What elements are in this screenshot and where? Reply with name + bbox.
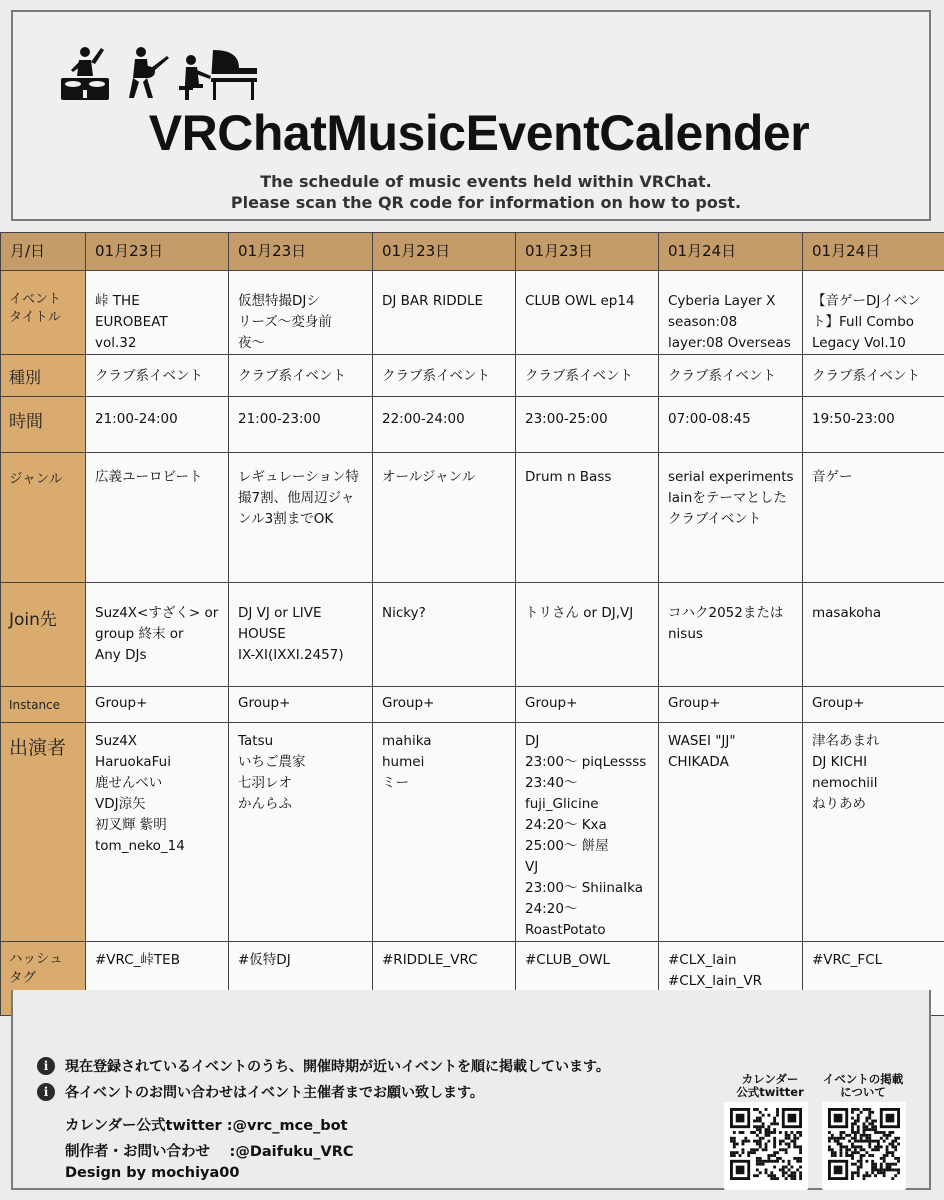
time-cell: 21:00-24:00	[86, 397, 229, 453]
genre-cell	[86, 453, 229, 583]
join-cell-line: トリさん or DJ,VJ	[525, 605, 634, 621]
join-cell-line: masakoha	[812, 605, 882, 621]
twitter-credit: カレンダー公式twitter :@vrc_mce_bot	[65, 1118, 348, 1134]
qr-code-icon	[730, 1108, 802, 1180]
instance-row	[1, 687, 944, 723]
genre-cell-line: lainをテーマとした	[668, 490, 787, 506]
time-cell: 19:50-23:00	[803, 397, 944, 453]
genre-cell-line: Drum n Bass	[525, 469, 612, 485]
performers-cell-line: nemochiil	[812, 775, 878, 791]
performers-cell-line: 津名あまれ	[812, 733, 880, 749]
performers-cell-line: 25:00〜 餅屋	[525, 838, 609, 854]
performers-cell-line: 23:00〜 ShiinaIka	[525, 880, 643, 896]
instance-cell: Group+	[803, 687, 944, 723]
instance-cell: Group+	[516, 687, 659, 723]
join-cell	[516, 583, 659, 687]
title-cell-line: 夜〜	[238, 335, 265, 351]
performers-cell-line: ねりあめ	[812, 796, 866, 812]
note-1-text: 現在登録されているイベントのうち、開催時期が近いイベントを順に掲載しています。	[65, 1059, 610, 1075]
performers-cell-line: Tatsu	[238, 733, 274, 749]
title-cell	[229, 271, 373, 355]
join-cell-line: IX-XI(IXXI.2457)	[238, 647, 344, 663]
performers-cell-line: DJ KICHI	[812, 754, 868, 770]
join-cell	[659, 583, 803, 687]
performers-cell	[86, 723, 229, 942]
date-header: 01月24日	[659, 233, 803, 271]
title-cell-line: 峠 THE	[95, 293, 140, 309]
join-cell-line: Any DJs	[95, 647, 147, 663]
join-cell	[803, 583, 944, 687]
time-row-label: 時間	[1, 397, 86, 453]
title-cell	[373, 271, 516, 355]
time-cell: 23:00-25:00	[516, 397, 659, 453]
type-cell: クラブ系イベント	[373, 355, 516, 397]
instance-cell: Group+	[229, 687, 373, 723]
title-cell-line: Cyberia Layer X	[668, 293, 776, 309]
page-title: VRChatMusicEventCalender	[148, 105, 810, 161]
date-header: 01月23日	[373, 233, 516, 271]
hashtag-cell-line: #VRC_峠TEB	[95, 952, 180, 968]
genre-cell	[803, 453, 944, 583]
performers-cell-line: DJ	[525, 733, 540, 749]
title-cell-line: layer:08 Overseas	[668, 335, 791, 351]
join-cell	[373, 583, 516, 687]
genre-cell-line: serial experiments	[668, 469, 794, 485]
hashtag-cell-line: #CLUB_OWL	[525, 952, 610, 968]
performers-cell-line: VDJ涼矢	[95, 796, 146, 812]
performers-cell-line: 24:20〜 Kxa	[525, 817, 607, 833]
performers-cell-line: いちご農家	[238, 754, 306, 770]
title-cell-line: ト】Full Combo	[812, 314, 915, 330]
performers-cell	[373, 723, 516, 942]
genre-cell-line: ンル3割までOK	[238, 511, 334, 527]
title-cell	[803, 271, 944, 355]
dj-turntable-icon	[61, 47, 109, 100]
performers-cell-line: mahika	[382, 733, 432, 749]
join-cell	[229, 583, 373, 687]
title-cell	[86, 271, 229, 355]
genre-cell	[373, 453, 516, 583]
performers-cell-line: HaruokaFui	[95, 754, 171, 770]
type-cell: クラブ系イベント	[803, 355, 944, 397]
music-icons	[61, 42, 261, 106]
qr-code-twitter[interactable]	[724, 1102, 808, 1190]
performers-cell-line: CHIKADA	[668, 754, 729, 770]
title-cell	[659, 271, 803, 355]
qr-code-icon	[828, 1108, 900, 1180]
title-cell-line: DJ BAR RIDDLE	[382, 293, 484, 309]
type-cell: クラブ系イベント	[659, 355, 803, 397]
join-cell-line: DJ VJ or LIVE	[238, 605, 322, 621]
type-cell: クラブ系イベント	[229, 355, 373, 397]
title-row	[1, 271, 944, 355]
genre-row	[1, 453, 944, 583]
performers-cell-line: tom_neko_14	[95, 838, 185, 854]
hashtag-cell-line: #RIDDLE_VRC	[382, 952, 478, 968]
join-cell-line: nisus	[668, 626, 703, 642]
design-credit: Design by mochiya00	[65, 1165, 240, 1181]
performers-cell-line: 23:00〜 piqLessss	[525, 754, 647, 770]
performers-cell	[229, 723, 373, 942]
performers-cell-line: ミー	[382, 775, 409, 791]
date-header: 01月24日	[803, 233, 944, 271]
qr1-label: カレンダー 公式twitter	[736, 1072, 804, 1099]
performers-cell-line: 23:40〜 fuji_Glicine	[525, 775, 599, 812]
join-cell-line: Nicky?	[382, 605, 426, 621]
performers-cell-line: RoastPotato	[525, 922, 606, 938]
pianist-icon	[179, 50, 257, 100]
instance-cell: Group+	[86, 687, 229, 723]
title-cell	[516, 271, 659, 355]
genre-cell-line: レギュレーション特	[238, 469, 359, 485]
genre-cell	[659, 453, 803, 583]
genre-cell-line: オールジャンル	[382, 469, 476, 485]
header-panel	[11, 10, 931, 221]
instance-cell: Group+	[659, 687, 803, 723]
performers-cell-line: Suz4X	[95, 733, 138, 749]
subtitle-line-1: The schedule of music events held within VRChat.	[260, 172, 712, 191]
title-row-label: イベント タイトル	[1, 271, 86, 355]
date-header: 01月23日	[229, 233, 373, 271]
time-cell: 22:00-24:00	[373, 397, 516, 453]
performers-cell	[659, 723, 803, 942]
genre-cell	[229, 453, 373, 583]
type-row-label: 種別	[1, 355, 86, 397]
guitarist-icon	[129, 47, 169, 98]
genre-row-label: ジャンル	[1, 453, 86, 583]
title-cell-line: season:08	[668, 314, 738, 330]
time-row	[1, 397, 944, 453]
type-cell: クラブ系イベント	[86, 355, 229, 397]
hashtag-cell-line: #CLX_lain	[668, 952, 737, 968]
performers-cell-line: VJ	[525, 859, 539, 875]
title-cell-line: 仮想特撮DJシ	[238, 293, 320, 309]
performers-cell-line: 七羽レオ	[238, 775, 292, 791]
genre-cell-line: 音ゲー	[812, 469, 853, 485]
title-cell-line: リーズ〜変身前	[238, 314, 332, 330]
performers-cell-line: humei	[382, 754, 425, 770]
note-2-text: 各イベントのお問い合わせはイベント主催者までお願い致します。	[65, 1085, 484, 1101]
title-cell-line: 【音ゲーDJイベン	[812, 293, 921, 309]
genre-cell-line: 広義ユーロビート	[95, 469, 203, 485]
genre-cell	[516, 453, 659, 583]
type-row	[1, 355, 944, 397]
time-cell: 21:00-23:00	[229, 397, 373, 453]
instance-cell: Group+	[373, 687, 516, 723]
hashtag-cell-line: #CLX_lain_VR	[668, 973, 762, 989]
qr2-label: イベントの掲載 について	[822, 1072, 904, 1099]
title-cell-line: EUROBEAT	[95, 314, 168, 330]
info-icon: i	[37, 1057, 55, 1075]
join-cell-line: HOUSE	[238, 626, 286, 642]
date-header: 01月23日	[86, 233, 229, 271]
hashtag-cell-line: #仮特DJ	[238, 952, 291, 968]
title-cell-line: CLUB OWL ep14	[525, 293, 635, 309]
time-cell: 07:00-08:45	[659, 397, 803, 453]
performers-row	[1, 723, 944, 942]
hashtag-cell-line: #VRC_FCL	[812, 952, 883, 968]
genre-cell-line: 撮7割、他周辺ジャ	[238, 490, 355, 506]
event-calendar-table	[0, 232, 944, 1016]
date-header: 01月23日	[516, 233, 659, 271]
join-cell	[86, 583, 229, 687]
contact-credit: 制作者・お問い合わせ :@Daifuku_VRC	[65, 1144, 354, 1160]
performers-row-label: 出演者	[1, 723, 86, 942]
date-header-row	[1, 233, 944, 271]
performers-cell	[803, 723, 944, 942]
performers-cell	[516, 723, 659, 942]
hashtag-row-label: ハッシュ タグ	[1, 942, 86, 1016]
qr-code-posting-info[interactable]	[822, 1102, 906, 1190]
performers-cell-line: 初叉輝 紫明	[95, 817, 167, 833]
type-cell: クラブ系イベント	[516, 355, 659, 397]
note-1	[37, 1056, 610, 1076]
join-row-label: Join先	[1, 583, 86, 687]
genre-cell-line: クラブイベント	[668, 511, 762, 527]
note-2	[37, 1082, 484, 1102]
join-cell-line: Suz4X<すざく> or	[95, 605, 219, 621]
join-cell-line: group 終末 or	[95, 626, 184, 642]
title-cell-line: vol.32	[95, 335, 137, 351]
join-row	[1, 583, 944, 687]
performers-cell-line: かんらふ	[238, 796, 292, 812]
join-cell-line: コハク2052または	[668, 605, 784, 621]
instance-row-label: Instance	[1, 687, 86, 723]
corner-label: 月/日	[1, 233, 86, 271]
performers-cell-line: WASEI "JJ"	[668, 733, 736, 749]
performers-cell-line: 鹿せんべい	[95, 775, 163, 791]
subtitle-line-2: Please scan the QR code for information on how to post.	[230, 193, 742, 212]
performers-cell-line: 24:20〜	[525, 901, 578, 917]
info-icon: i	[37, 1083, 55, 1101]
title-cell-line: Legacy Vol.10	[812, 335, 906, 351]
